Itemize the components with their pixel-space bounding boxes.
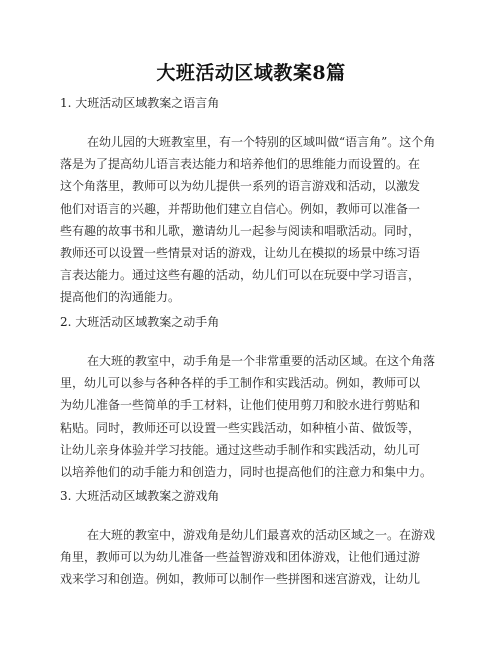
paragraph-line: 在大班的教室中，动手角是一个非常重要的活动区域。在这个角落 — [87, 354, 436, 368]
paragraph-line: 为幼儿准备一些简单的手工材料，让他们使用剪刀和胶水进行剪贴和 — [60, 398, 421, 413]
section-paragraph — [60, 524, 445, 591]
section-paragraph — [60, 350, 445, 483]
section-language-corner — [60, 95, 445, 309]
section-heading: 3. 大班活动区域教案之游戏角 — [60, 489, 220, 503]
section-hands-on-corner — [60, 314, 445, 483]
section-paragraph — [60, 131, 445, 309]
paragraph-line: 在大班的教室中，游戏角是幼儿们最喜欢的活动区域之一。在游戏 — [87, 528, 436, 542]
paragraph-line: 这个角落里，教师可以为幼儿提供一系列的语言游戏和活动，以激发 — [60, 179, 421, 194]
paragraph-line: 落是为了提高幼儿语言表达能力和培养他们的思维能力而设置的。在 — [60, 157, 421, 172]
paragraph-line: 以培养他们的动手能力和创造力，同时也提高他们的注意力和集中力。 — [60, 464, 433, 479]
paragraph-line: 言表达能力。通过这些有趣的活动，幼儿们可以在玩耍中学习语言， — [60, 268, 421, 283]
section-heading: 2. 大班活动区域教案之动手角 — [60, 315, 220, 329]
section-heading: 1. 大班活动区域教案之语言角 — [60, 96, 220, 110]
paragraph-line: 他们对语言的兴趣，并帮助他们建立自信心。例如，教师可以准备一 — [60, 201, 421, 216]
paragraph-line: 里，幼儿可以参与各种各样的手工制作和实践活动。例如，教师可以 — [60, 376, 421, 391]
paragraph-line: 些有趣的故事书和儿歌，邀请幼儿一起参与阅读和唱歌活动。同时， — [60, 223, 421, 238]
paragraph-line: 粘贴。同时，教师还可以设置一些实践活动，如种植小苗、做饭等， — [60, 420, 421, 435]
document-title: 大班活动区域教案8篇 — [156, 62, 346, 84]
paragraph-line: 戏来学习和创造。例如，教师可以制作一些拼图和迷宫游戏，让幼儿 — [60, 572, 421, 587]
paragraph-line: 在幼儿园的大班教室里，有一个特别的区域叫做“语言角”。这个角 — [87, 135, 436, 149]
section-game-corner — [60, 488, 445, 591]
paragraph-line: 教师还可以设置一些情景对话的游戏，让幼儿在模拟的场景中练习语 — [60, 245, 421, 260]
paragraph-line: 角里，教师可以为幼儿准备一些益智游戏和团体游戏，让他们通过游 — [60, 550, 421, 565]
paragraph-line: 提高他们的沟通能力。 — [60, 290, 181, 305]
paragraph-line: 让幼儿亲身体验并学习技能。通过这些动手制作和实践活动，幼儿可 — [60, 442, 421, 457]
